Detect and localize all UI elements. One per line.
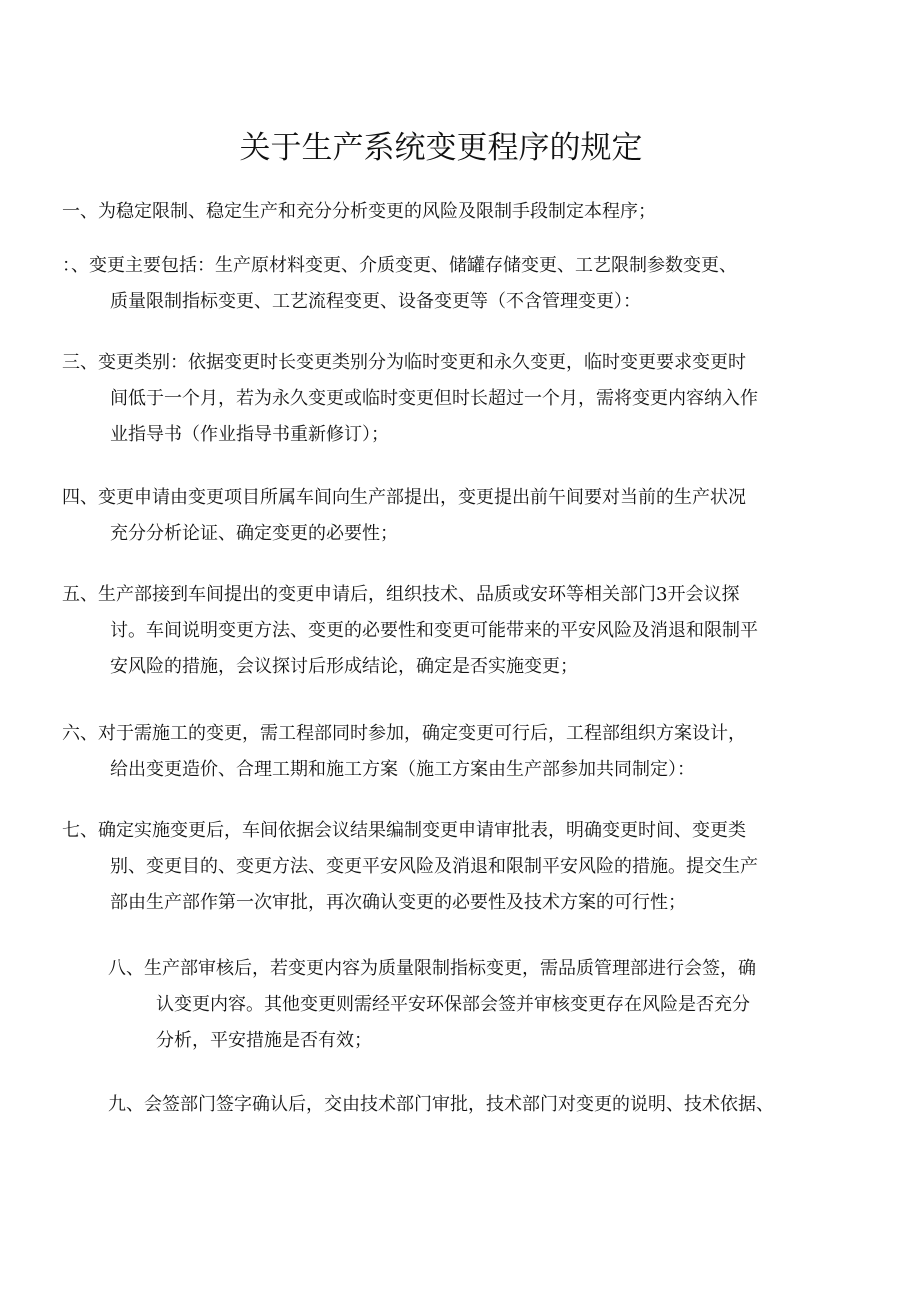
clause-line: 一、为稳定限制、稳定生产和充分分析变更的风险及限制手段制定本程序； [62,201,656,222]
clause-line: 六、对于需施工的变更，需工程部同时参加，确定变更可行后，工程部组织方案设计， [62,723,746,744]
clause-5 [62,577,832,685]
clause-1 [62,194,832,230]
clause-line: 部由生产部作第一次审批，再次确认变更的必要性及技术方案的可行性； [110,892,686,913]
clause-7 [62,813,832,921]
clause-line: 四、变更申请由变更项目所属车间向生产部提出，变更提出前午间要对当前的生产状况 [62,487,746,508]
clause-line: 八、生产部审核后，若变更内容为质量限制指标变更，需品质管理部进行会签，确 [108,958,756,979]
clause-4 [62,480,832,552]
clause-line: 三、变更类别：依据变更时长变更类别分为临时变更和永久变更，临时变更要求变更时 [62,352,746,373]
clause-line: 别、变更目的、变更方法、变更平安风险及消退和限制平安风险的措施。提交生产 [110,856,758,877]
document-title: 关于生产系统变更程序的规定 [239,130,643,166]
clause-line: 充分分析论证、确定变更的必要性； [110,523,398,544]
clause-line: 认变更内容。其他变更则需经平安环保部会签并审核变更存在风险是否充分 [156,994,750,1015]
clause-8 [108,951,828,1059]
clause-line: 间低于一个月，若为永久变更或临时变更但时长超过一个月，需将变更内容纳入作 [110,388,758,409]
clause-3 [62,345,832,453]
clause-line: 分析，平安措施是否有效； [156,1030,372,1051]
clause-2 [62,248,832,320]
clause-line: 给出变更造价、合理工期和施工方案（施工方案由生产部参加共同制定）： [110,759,695,780]
clause-line: 七、确定实施变更后，车间依据会议结果编制变更申请审批表，明确变更时间、变更类 [62,820,746,841]
clause-line: 质量限制指标变更、工艺流程变更、设备变更等（不含管理变更）： [110,291,641,312]
clause-9 [108,1087,828,1123]
clause-line: 五、生产部接到车间提出的变更申请后，组织技术、品质或安环等相关部门3开会议探 [62,584,740,605]
clause-6 [62,716,832,788]
clause-line: 安风险的措施，会议探讨后形成结论，确定是否实施变更； [110,656,578,677]
clause-line: 业指导书（作业指导书重新修订）； [110,424,389,445]
clause-line: 讨。车间说明变更方法、变更的必要性和变更可能带来的平安风险及消退和限制平 [110,620,758,641]
clause-line: ：、变更主要包括：生产原材料变更、介质变更、储罐存储变更、工艺限制参数变更、 [62,255,737,276]
clause-line: 九、会签部门签字确认后，交由技术部门审批，技术部门对变更的说明、技术依据、 [108,1094,774,1115]
